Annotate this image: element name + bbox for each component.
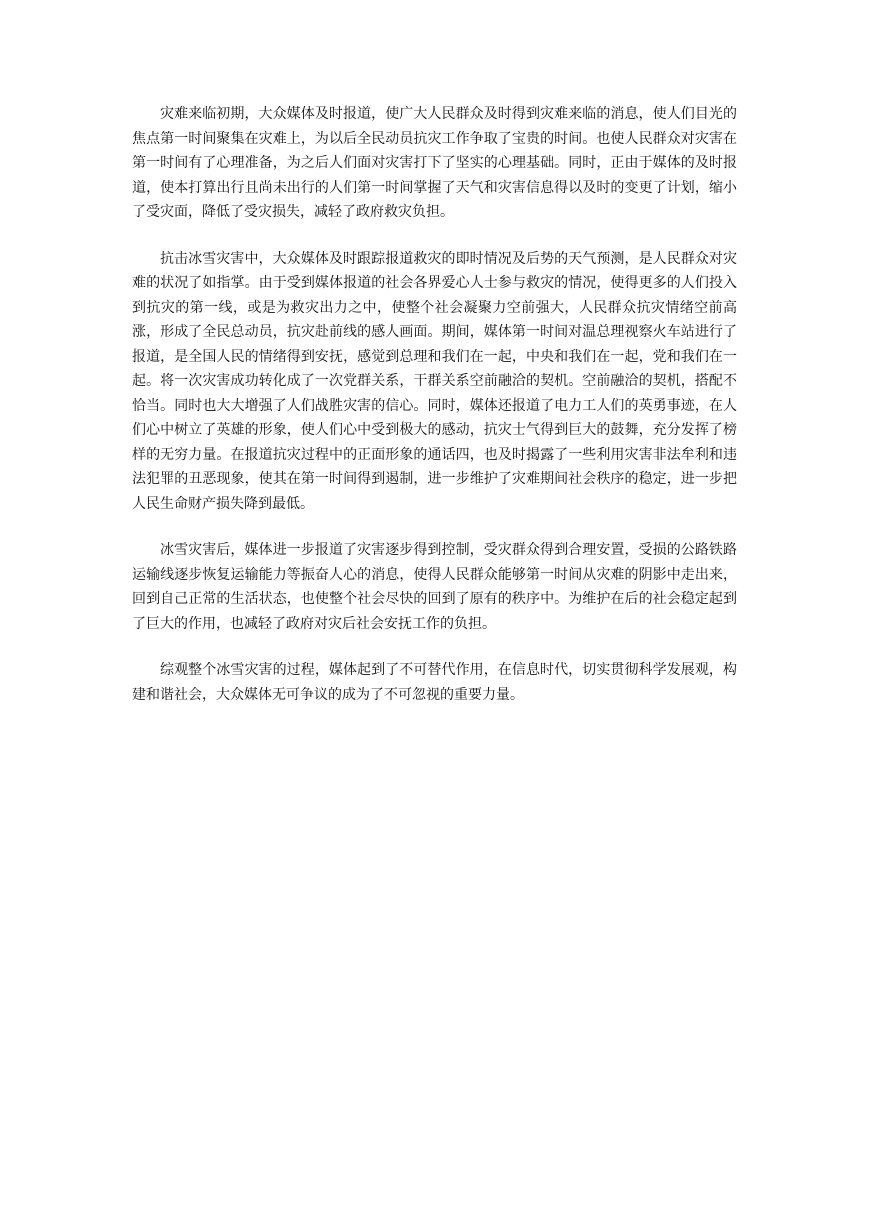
paragraph-3: 冰雪灾害后，媒体进一步报道了灾害逐步得到控制，受灾群众得到合理安置，受损的公路铁路运输线逐步恢复运输能力等振奋人心的消息，使得人民群众能够第一时间从灾难的阴影中走出来，回到自己正常的生活状态，也使整个社会尽快的回到了原有的秩序中。为维护在后的社会稳定起到了巨大的作用，也减轻了政府对灾后社会安抚工作的负担。 [132, 542, 737, 632]
document-body [132, 102, 737, 729]
paragraph-2: 抗击冰雪灾害中，大众媒体及时跟踪报道救灾的即时情况及后势的天气预测，是人民群众对灾难的状况了如指掌。由于受到媒体报道的社会各界爱心人士参与救灾的情况，使得更多的人们投入到抗灾的第一线，或是为救灾出力之中，使整个社会凝聚力空前强大，人民群众抗灾情绪空前高涨，形成了全民总动员，抗灾赴前线的感人画面。期间，媒体第一时间对温总理视察火车站进行了报道，是全国人民的情绪得到安抚，感觉到总理和我们在一起，中央和我们在一起，党和我们在一起。将一次灾害成功转化成了一次党群关系，干群关系空前融洽的契机。空前融洽的契机，搭配不恰当。同时也大大增强了人们战胜灾害的信心。同时，媒体还报道了电力工人们的英勇事迹，在人们心中树立了英雄的形象，使人们心中受到极大的感动，抗灾士气得到巨大的鼓舞，充分发挥了榜样的无穷力量。在报道抗灾过程中的正面形象的通话四，也及时揭露了一些利用灾害非法牟利和违法犯罪的丑恶现象，使其在第一时间得到遏制，进一步维护了灾难期间社会秩序的稳定，进一步把人民生命财产损失降到最低。 [132, 250, 737, 512]
paragraph-4: 综观整个冰雪灾害的过程，媒体起到了不可替代作用，在信息时代，切实贯彻科学发展观，构建和谐社会，大众媒体无可争议的成为了不可忽视的重要力量。 [132, 662, 737, 703]
paragraph-1: 灾难来临初期，大众媒体及时报道，使广大人民群众及时得到灾难来临的消息，使人们目光的焦点第一时间聚集在灾难上，为以后全民动员抗灾工作争取了宝贵的时间。也使人民群众对灾害在第一时间有了心理准备，为之后人们面对灾害打下了坚实的心理基础。同时，正由于媒体的及时报道，使本打算出行且尚未出行的人们第一时间掌握了天气和灾害信息得以及时的变更了计划，缩小了受灾面，降低了受灾损失，减轻了政府救灾负担。 [132, 106, 737, 220]
